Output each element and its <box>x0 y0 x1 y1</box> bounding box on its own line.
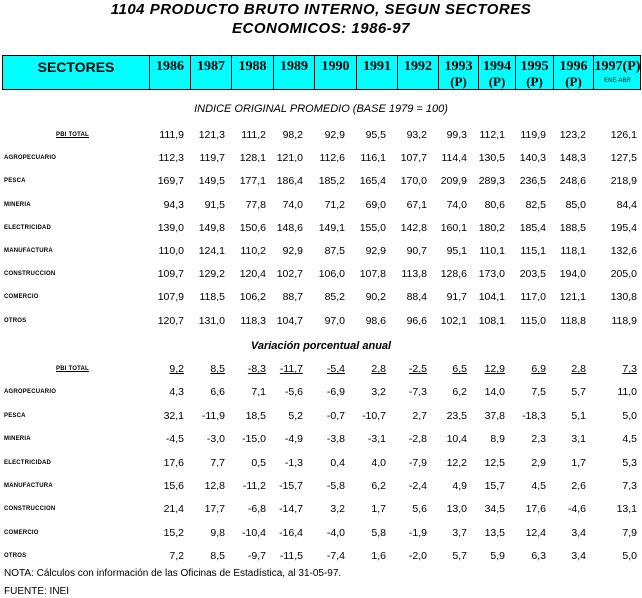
value-cell: 1,7 <box>371 503 386 516</box>
value-cell: 93,2 <box>406 129 427 141</box>
value-cell: 121,1 <box>559 291 586 304</box>
value-cell: 4,0 <box>371 456 386 469</box>
value-cell: 1,6 <box>371 550 386 563</box>
value-cell: 118,8 <box>560 314 586 327</box>
value-cell: 218,9 <box>610 175 637 188</box>
value-cell: 2,8 <box>371 363 386 375</box>
value-cell: -11,5 <box>279 550 303 563</box>
value-cell: 5,7 <box>571 386 586 399</box>
value-cell: -2,0 <box>408 550 427 563</box>
value-cell: 131,0 <box>198 314 225 327</box>
value-cell: 91,7 <box>446 291 467 304</box>
value-cell: 15,2 <box>163 526 184 539</box>
footnote-nota: NOTA: Cálculos con información de las Oficinas de Estadística, al 31-05-97. <box>4 568 342 579</box>
value-cell: -11,9 <box>201 409 225 422</box>
value-cell: 185,4 <box>519 221 546 234</box>
value-cell: 111,2 <box>241 129 266 141</box>
value-cell: 92,9 <box>282 245 303 257</box>
sector-label: MINERIA <box>4 436 31 443</box>
year-label: 1991 <box>363 59 391 74</box>
value-cell: 7,3 <box>622 363 637 375</box>
value-cell: 23,5 <box>446 409 467 422</box>
value-cell: 7,2 <box>169 550 184 563</box>
value-cell: 74,0 <box>446 198 467 211</box>
value-cell: 128,6 <box>440 268 467 281</box>
value-cell: 12,2 <box>446 456 467 469</box>
value-cell: 3,1 <box>571 433 586 446</box>
year-sublabel: (P) <box>450 74 467 89</box>
value-cell: -3,0 <box>206 433 225 446</box>
value-cell: 3,2 <box>371 386 386 399</box>
value-cell: -16,4 <box>279 526 303 539</box>
value-cell: -2,8 <box>408 433 427 446</box>
value-cell: 118,9 <box>611 314 637 327</box>
year-sublabel: (P) <box>565 74 582 89</box>
value-cell: 17,6 <box>525 503 546 516</box>
value-cell: -1,9 <box>408 526 427 539</box>
value-cell: 15,6 <box>163 480 184 492</box>
value-cell: 2,3 <box>531 433 546 446</box>
value-cell: 120,4 <box>239 268 266 281</box>
sector-label: MANUFACTURA <box>4 483 53 489</box>
year-label: 1989 <box>280 59 308 74</box>
value-cell: 7,5 <box>531 386 546 399</box>
year-label: 1993 <box>444 59 473 74</box>
column-header-bar <box>2 55 641 90</box>
year-header-5 <box>356 56 397 89</box>
value-cell: 110,0 <box>158 245 184 257</box>
value-cell: 7,3 <box>622 480 637 492</box>
value-cell: 88,4 <box>406 291 427 304</box>
value-cell: 11,0 <box>617 386 637 399</box>
section-title-indice: INDICE ORIGINAL PROMEDIO (BASE 1979 = 100) <box>194 103 448 115</box>
value-cell: 177,1 <box>239 175 266 188</box>
value-cell: 118,3 <box>240 314 266 327</box>
value-cell: 71,2 <box>324 198 345 211</box>
value-cell: 127,5 <box>610 152 637 165</box>
value-cell: 5,0 <box>622 409 637 422</box>
value-cell: 7,9 <box>622 526 637 539</box>
year-header-10 <box>553 56 593 89</box>
table-row <box>0 152 642 166</box>
value-cell: 5,0 <box>622 550 637 563</box>
value-cell: 0,4 <box>330 456 345 469</box>
value-cell: 6,2 <box>452 386 467 399</box>
value-cell: 107,9 <box>157 291 184 304</box>
value-cell: 205,0 <box>610 268 637 281</box>
value-cell: 2,7 <box>412 409 427 422</box>
value-cell: 170,0 <box>400 175 427 188</box>
year-label: 1986 <box>156 59 184 74</box>
value-cell: 114,4 <box>441 152 467 165</box>
year-sublabel: (P) <box>526 74 543 89</box>
value-cell: -4,9 <box>284 433 303 446</box>
table-row <box>0 129 642 143</box>
value-cell: 117,0 <box>520 291 546 304</box>
value-cell: 21,4 <box>163 503 184 516</box>
value-cell: 149,1 <box>318 221 345 234</box>
value-cell: -3,1 <box>367 433 386 446</box>
value-cell: -4,0 <box>326 526 345 539</box>
value-cell: 5,2 <box>288 409 303 422</box>
value-cell: 4,3 <box>169 386 184 399</box>
value-cell: 132,6 <box>610 245 637 257</box>
value-cell: -11,2 <box>242 480 266 492</box>
value-cell: 88,7 <box>282 291 303 304</box>
value-cell: 3,4 <box>571 550 586 563</box>
value-cell: 17,6 <box>163 456 184 469</box>
value-cell: 121,3 <box>198 129 225 141</box>
value-cell: 6,5 <box>452 363 467 375</box>
value-cell: 14,0 <box>484 386 505 399</box>
value-cell: 160,1 <box>440 221 467 234</box>
table-row <box>0 457 642 471</box>
year-sublabel: ENE-ABR <box>604 78 631 84</box>
value-cell: 5,6 <box>412 503 427 516</box>
value-cell: 3,4 <box>571 526 586 539</box>
value-cell: 4,5 <box>531 480 546 492</box>
value-cell: 95,1 <box>446 245 467 257</box>
value-cell: 7,1 <box>251 386 266 399</box>
value-cell: 130,5 <box>478 152 505 165</box>
sector-label: OTROS <box>4 317 27 324</box>
year-label: 1990 <box>321 59 350 74</box>
value-cell: 124,1 <box>198 245 225 257</box>
value-cell: 149,5 <box>198 175 225 188</box>
value-cell: -9,7 <box>247 550 266 563</box>
value-cell: 119,7 <box>199 152 225 165</box>
value-cell: 15,7 <box>484 480 505 492</box>
year-sublabel: (P) <box>488 74 506 89</box>
value-cell: 2,9 <box>531 456 546 469</box>
value-cell: 98,2 <box>282 129 303 141</box>
sector-label: PBI TOTAL <box>56 366 89 372</box>
value-cell: -5,8 <box>326 480 345 492</box>
value-cell: 119,9 <box>520 129 546 141</box>
value-cell: 140,3 <box>519 152 546 165</box>
value-cell: -0,7 <box>326 409 345 422</box>
value-cell: 139,0 <box>157 221 184 234</box>
value-cell: 155,0 <box>359 221 386 234</box>
sector-label: AGROPECUARIO <box>4 155 57 162</box>
value-cell: 2,6 <box>571 480 586 492</box>
value-cell: 17,7 <box>204 503 225 516</box>
sector-label: PESCA <box>4 412 26 419</box>
value-cell: 118,5 <box>199 291 225 304</box>
year-header-3 <box>273 56 314 89</box>
value-cell: 37,8 <box>484 409 505 422</box>
value-cell: 91,5 <box>204 198 225 211</box>
table-row <box>0 222 642 236</box>
value-cell: -15,0 <box>242 433 266 446</box>
value-cell: 5,8 <box>371 526 386 539</box>
value-cell: -1,3 <box>284 456 303 469</box>
sector-label: COMERCIO <box>4 529 39 536</box>
table-row <box>0 550 642 564</box>
table-row <box>0 527 642 541</box>
table-row <box>0 386 642 400</box>
value-cell: 129,2 <box>198 268 225 281</box>
value-cell: 69,0 <box>365 198 386 211</box>
table-row <box>0 503 642 517</box>
year-header-8 <box>478 56 515 89</box>
value-cell: -3,8 <box>326 433 345 446</box>
value-cell: 6,3 <box>531 550 546 563</box>
value-cell: 74,0 <box>282 198 303 211</box>
table-row <box>0 363 642 377</box>
value-cell: 8,5 <box>210 363 225 375</box>
year-label: 1996 <box>559 59 588 74</box>
value-cell: -7,9 <box>408 456 427 469</box>
year-header-4 <box>314 56 356 89</box>
value-cell: 4,5 <box>622 433 637 446</box>
value-cell: 95,5 <box>365 129 386 141</box>
year-header-1 <box>190 56 231 89</box>
value-cell: 112,1 <box>479 129 505 141</box>
year-header-7 <box>438 56 478 89</box>
value-cell: 289,3 <box>478 175 505 188</box>
value-cell: -2,5 <box>408 363 427 375</box>
value-cell: 90,2 <box>365 291 386 304</box>
value-cell: -7,3 <box>408 386 427 399</box>
value-cell: 185,2 <box>318 175 345 188</box>
year-label: 1988 <box>238 59 267 74</box>
sector-label: MANUFACTURA <box>4 248 53 254</box>
value-cell: 188,5 <box>559 221 586 234</box>
year-label: 1997(P) <box>594 59 641 74</box>
value-cell: 5,3 <box>622 456 637 469</box>
value-cell: -5,4 <box>326 363 345 375</box>
table-row <box>0 291 642 305</box>
value-cell: 180,2 <box>478 221 505 234</box>
table-row <box>0 480 642 494</box>
value-cell: 165,4 <box>359 175 386 188</box>
value-cell: 111,9 <box>159 129 184 141</box>
value-cell: 110,2 <box>240 245 266 257</box>
value-cell: 109,7 <box>157 268 184 281</box>
value-cell: 18,5 <box>245 409 266 422</box>
value-cell: -4,6 <box>567 503 586 516</box>
value-cell: 87,5 <box>324 245 345 257</box>
value-cell: 2,8 <box>571 363 586 375</box>
value-cell: 85,0 <box>565 198 586 211</box>
value-cell: 34,5 <box>484 503 505 516</box>
value-cell: 128,1 <box>239 152 266 165</box>
value-cell: 8,9 <box>490 433 505 446</box>
value-cell: 9,2 <box>169 363 184 375</box>
value-cell: -10,7 <box>362 409 386 422</box>
sector-label: MINERIA <box>4 201 31 208</box>
value-cell: 106,2 <box>239 291 266 304</box>
value-cell: 236,5 <box>519 175 546 188</box>
value-cell: 104,7 <box>276 314 303 327</box>
value-cell: 8,5 <box>210 550 225 563</box>
value-cell: 123,2 <box>559 129 586 141</box>
value-cell: 12,5 <box>484 456 505 469</box>
value-cell: 173,0 <box>478 268 505 281</box>
value-cell: -8,3 <box>247 363 266 375</box>
value-cell: 6,2 <box>371 480 386 492</box>
section-title-variacion: Variación porcentual anual <box>250 340 392 352</box>
value-cell: 7,7 <box>210 456 225 469</box>
value-cell: 5,7 <box>452 550 467 563</box>
year-header-11 <box>593 56 641 89</box>
value-cell: 96,6 <box>406 314 427 327</box>
value-cell: 118,1 <box>560 245 586 257</box>
footnote-fuente: FUENTE: INEI <box>4 586 70 597</box>
table-row <box>0 268 642 282</box>
value-cell: 115,0 <box>520 314 546 327</box>
value-cell: 99,3 <box>446 129 467 141</box>
value-cell: 106,0 <box>318 268 345 281</box>
value-cell: 5,1 <box>571 409 586 422</box>
sector-label: CONSTRUCCION <box>4 271 56 278</box>
value-cell: 104,1 <box>478 291 505 304</box>
year-label: 1995 <box>520 59 549 74</box>
value-cell: -11,7 <box>279 363 303 375</box>
value-cell: 0,5 <box>251 456 266 469</box>
value-cell: -6,9 <box>326 386 345 399</box>
value-cell: 148,6 <box>276 221 303 234</box>
value-cell: 169,7 <box>157 175 184 188</box>
value-cell: -5,6 <box>284 386 303 399</box>
value-cell: 110,1 <box>479 245 505 257</box>
table-title-line2: ECONOMICOS: 1986-97 <box>232 20 410 37</box>
value-cell: 112,3 <box>158 152 184 165</box>
value-cell: 92,9 <box>324 129 345 141</box>
sector-label: CONSTRUCCION <box>4 506 56 513</box>
table-row <box>0 410 642 424</box>
table-row <box>0 315 642 329</box>
value-cell: 80,6 <box>484 198 505 211</box>
value-cell: 113,8 <box>401 268 427 281</box>
sector-label: AGROPECUARIO <box>4 389 57 396</box>
value-cell: -7,4 <box>326 550 345 563</box>
value-cell: 102,7 <box>276 268 303 281</box>
value-cell: 90,7 <box>406 245 427 257</box>
value-cell: 112,6 <box>319 152 345 165</box>
sector-label: PESCA <box>4 178 26 185</box>
year-label: 1987 <box>197 59 225 74</box>
value-cell: 148,3 <box>559 152 586 165</box>
value-cell: 1,7 <box>571 456 586 469</box>
value-cell: 107,7 <box>400 152 427 165</box>
value-cell: 116,1 <box>360 152 386 165</box>
value-cell: 130,8 <box>610 291 637 304</box>
value-cell: -14,7 <box>279 503 303 516</box>
year-header-9 <box>515 56 553 89</box>
value-cell: -10,4 <box>242 526 266 539</box>
value-cell: 149,8 <box>198 221 225 234</box>
value-cell: 94,3 <box>163 198 184 211</box>
value-cell: 115,1 <box>520 245 546 257</box>
value-cell: -2,4 <box>408 480 427 492</box>
value-cell: 12,9 <box>484 363 505 375</box>
value-cell: 13,0 <box>446 503 467 516</box>
table-row <box>0 175 642 189</box>
value-cell: 32,1 <box>163 409 184 422</box>
value-cell: -6,8 <box>247 503 266 516</box>
value-cell: 92,9 <box>365 245 386 257</box>
year-header-0 <box>149 56 190 89</box>
value-cell: 98,6 <box>365 314 386 327</box>
value-cell: 12,8 <box>204 480 225 492</box>
sector-label: PBI TOTAL <box>56 132 89 138</box>
value-cell: 77,8 <box>245 198 266 211</box>
value-cell: 4,9 <box>452 480 467 492</box>
value-cell: 248,6 <box>559 175 586 188</box>
value-cell: 97,0 <box>324 314 345 327</box>
value-cell: 195,4 <box>610 221 637 234</box>
value-cell: 150,6 <box>239 221 266 234</box>
value-cell: 194,0 <box>559 268 586 281</box>
value-cell: 108,1 <box>478 314 505 327</box>
value-cell: 142,8 <box>400 221 427 234</box>
value-cell: 102,1 <box>440 314 467 327</box>
value-cell: 120,7 <box>157 314 184 327</box>
value-cell: -15,7 <box>279 480 303 492</box>
value-cell: 209,9 <box>440 175 467 188</box>
value-cell: 6,6 <box>210 386 225 399</box>
value-cell: 3,2 <box>330 503 345 516</box>
sector-label: ELECTRICIDAD <box>4 224 52 231</box>
table-row <box>0 433 642 447</box>
value-cell: 121,0 <box>276 152 303 165</box>
value-cell: 6,9 <box>531 363 546 375</box>
sector-label: OTROS <box>4 553 27 560</box>
value-cell: 82,5 <box>525 198 546 211</box>
value-cell: 13,5 <box>484 526 505 539</box>
value-cell: 9,8 <box>210 526 225 539</box>
table-title-line1: 1104 PRODUCTO BRUTO INTERNO, SEGUN SECTORES <box>110 1 532 18</box>
year-header-6 <box>397 56 438 89</box>
year-label: 1994 <box>483 59 511 74</box>
value-cell: 10,4 <box>446 433 467 446</box>
year-label: 1992 <box>404 59 432 74</box>
value-cell: 84,4 <box>616 198 637 211</box>
value-cell: 12,4 <box>525 526 546 539</box>
sector-label: ELECTRICIDAD <box>4 459 52 466</box>
value-cell: 126,1 <box>610 129 637 141</box>
value-cell: 203,5 <box>519 268 546 281</box>
value-cell: 3,7 <box>452 526 467 539</box>
value-cell: -18,3 <box>522 409 546 422</box>
table-row <box>0 245 642 259</box>
value-cell: 107,8 <box>359 268 386 281</box>
year-header-2 <box>231 56 273 89</box>
value-cell: 5,9 <box>490 550 505 563</box>
sector-label: COMERCIO <box>4 294 39 301</box>
value-cell: 13,1 <box>616 503 637 516</box>
sectores-header: SECTORES <box>37 59 115 75</box>
value-cell: 85,2 <box>324 291 345 304</box>
value-cell: 67,1 <box>406 198 427 211</box>
table-row <box>0 199 642 213</box>
value-cell: -4,5 <box>165 433 184 446</box>
value-cell: 186,4 <box>276 175 303 188</box>
